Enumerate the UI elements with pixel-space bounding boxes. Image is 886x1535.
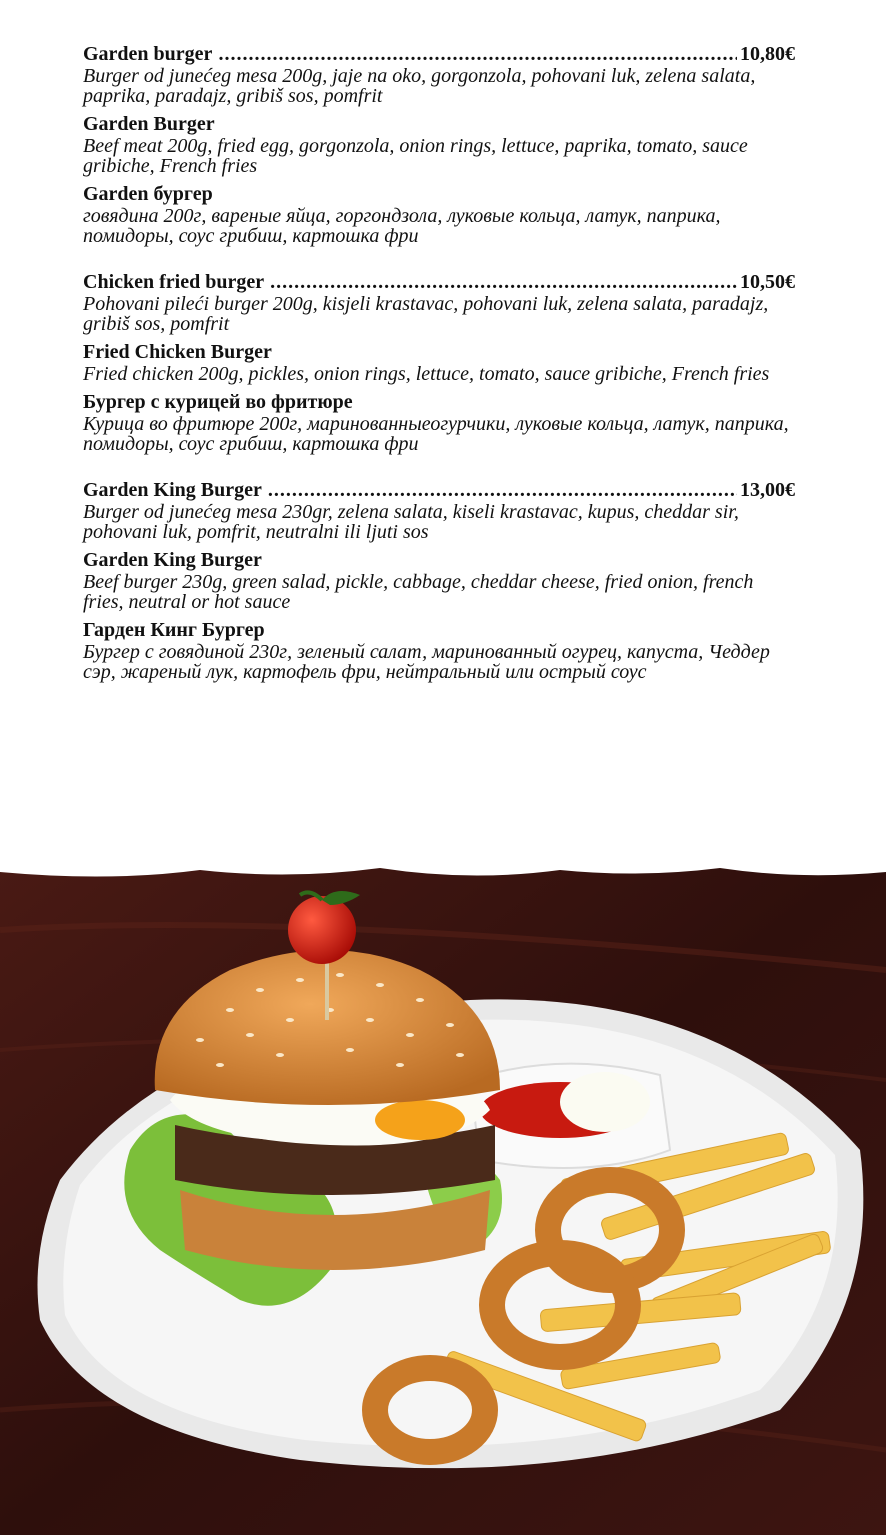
menu-item-name-en: Garden King Burger xyxy=(83,549,262,571)
menu-list xyxy=(83,42,795,706)
menu-item-desc-ru: говядина 200г, вареные яйца, горгондзола, луковые кольца, латук, паприка, помидоры, соус грибиш, картошка фри xyxy=(83,205,721,247)
menu-item-name: Chicken fried burger xyxy=(83,271,265,293)
menu-item-title-row xyxy=(83,270,795,294)
burger-plate-image xyxy=(0,850,886,1535)
menu-item-name: Garden burger xyxy=(83,43,213,65)
menu-item-title-row xyxy=(83,42,795,66)
menu-item-chicken-fried-burger xyxy=(83,270,795,454)
menu-item-desc-en: Fried chicken 200g, pickles, onion rings, lettuce, tomato, sauce gribiche, French fries xyxy=(83,363,770,385)
menu-item-price: 13,00€ xyxy=(740,479,795,501)
menu-item-name-ru: Бургер с курицей во фритюре xyxy=(83,391,353,413)
menu-item-desc-en: Beef burger 230g, green salad, pickle, cabbage, cheddar cheese, fried onion, french fries, neutral or hot sauce xyxy=(83,571,754,613)
menu-item-desc-ru: Бургер с говядиной 230г, зеленый салат, маринованный огурец, капуста, Чеддер сэр, жареный лук, картофель фри, нейтральный или острый соус xyxy=(83,641,770,683)
menu-item-desc-me: Burger od junećeg mesa 200g, jaje na oko, gorgonzola, pohovani luk, zelena salata, paprika, paradajz, gribiš sos, pomfrit xyxy=(83,65,756,107)
leader-dots xyxy=(268,478,737,502)
menu-item-price: 10,50€ xyxy=(740,271,795,293)
leader-dots xyxy=(270,270,737,294)
menu-item-desc-me: Pohovani pileći burger 200g, kisjeli krastavac, pohovani luk, zelena salata, paradajz, gribiš sos, pomfrit xyxy=(83,293,769,335)
menu-item-price: 10,80€ xyxy=(740,43,795,65)
menu-item-title-row xyxy=(83,478,795,502)
menu-item-name-ru: Garden бургер xyxy=(83,183,213,205)
menu-item-desc-me: Burger od junećeg mesa 230gr, zelena salata, kiseli krastavac, kupus, cheddar sir, pohovani luk, pomfrit, neutralni ili ljuti sos xyxy=(83,501,739,543)
menu-item-garden-burger xyxy=(83,42,795,246)
menu-item-name-ru: Гарден Кинг Бургер xyxy=(83,619,265,641)
menu-item-name-en: Garden Burger xyxy=(83,113,215,135)
menu-item-name-en: Fried Chicken Burger xyxy=(83,341,272,363)
menu-item-garden-king-burger xyxy=(83,478,795,682)
menu-item-name: Garden King Burger xyxy=(83,479,262,501)
leader-dots xyxy=(218,42,737,66)
menu-item-desc-en: Beef meat 200g, fried egg, gorgonzola, onion rings, lettuce, paprika, tomato, sauce gribiche, French fries xyxy=(83,135,748,177)
menu-item-desc-ru: Курица во фритюре 200г, маринованныеогурчики, луковые кольца, латук, паприка, помидоры, соус грибиш, картошка фри xyxy=(83,413,789,455)
